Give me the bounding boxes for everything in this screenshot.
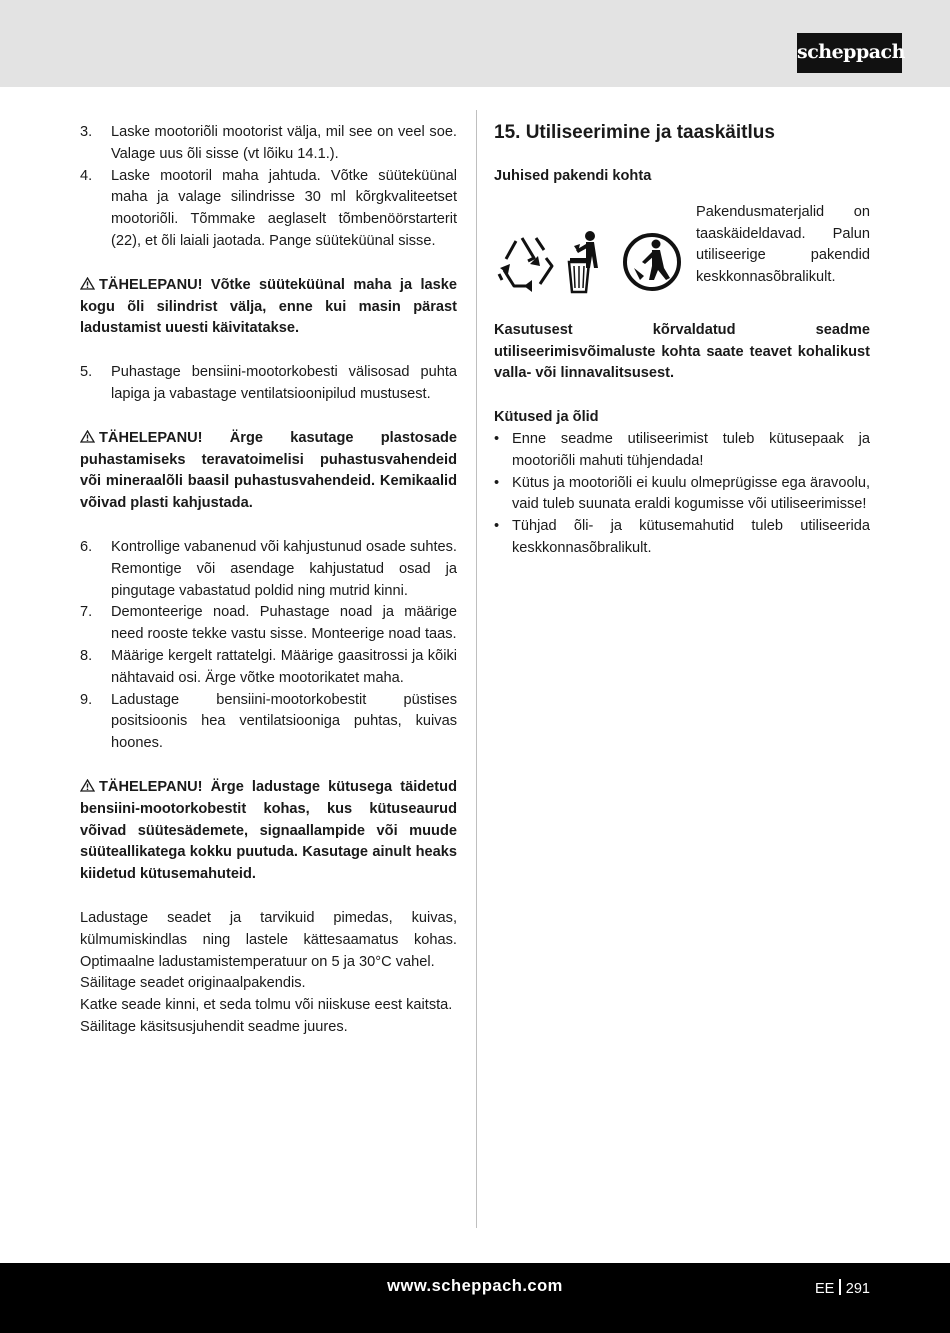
footer-url[interactable]: www.scheppach.com xyxy=(387,1277,563,1295)
recycling-icons xyxy=(494,228,694,298)
section-title: 15. Utiliseerimine ja taaskäitlus xyxy=(494,122,775,143)
storage-paragraph: Katke seade kinni, et seda tolmu või niiskuse eest kaitsta. xyxy=(80,997,453,1014)
list-number: 9. xyxy=(80,691,93,708)
list-item xyxy=(80,537,457,602)
list-text: Demonteerige noad. Puhastage noad ja määrige need rooste tekke vastu sisse. Monteerige noad taas. xyxy=(111,604,457,643)
list-number: 8. xyxy=(80,647,93,664)
list-item xyxy=(494,473,870,517)
warning-triangle-icon xyxy=(80,430,95,443)
left-column xyxy=(80,122,457,1039)
bullet-text: Enne seadme utiliseerimist tuleb kütusepaak ja mootoriõli mahuti tühjendada! xyxy=(512,430,870,469)
warning-note xyxy=(80,428,457,515)
list-text: Puhastage bensiini-mootorkobesti välisosad puhta lapiga ja vabastage ventilatsioonipilud mustusest. xyxy=(111,364,457,402)
tidyman-recycling-icon xyxy=(625,235,679,289)
list-item xyxy=(494,516,870,560)
packaging-block xyxy=(494,203,870,320)
warning-triangle-icon xyxy=(80,779,95,792)
page-number: 291 xyxy=(845,1281,870,1297)
list-text: Ladustage bensiini-mootorkobestit püstises positsioonis hea ventilatsiooniga puhtas, kuivas hoones. xyxy=(111,691,457,752)
right-column xyxy=(494,120,870,560)
footer-bar xyxy=(0,1263,950,1333)
list-number: 6. xyxy=(80,538,93,555)
list-item xyxy=(80,362,457,406)
language-code: EE xyxy=(814,1281,835,1297)
fuels-heading: Kütused ja õlid xyxy=(494,409,599,426)
list-text: Laske mootoril maha jahtuda. Võtke süüteküünal maha ja valage silindrisse 30 ml kõrgkvaliteetset mootoriõli. Tõmmake aeglaselt tõmbenöörstarterit (22), et õli laiali jaotada. Pange süüteküünal sisse. xyxy=(111,167,457,249)
bullet-text: Kütus ja mootoriõli ei kuulu olmeprügisse ega äravoolu, vaid tuleb suunata eraldi kogumisse või utiliseerimisse! xyxy=(512,474,870,513)
list-text: Kontrollige vabanenud või kahjustunud osade suhtes. Remontige või asendage kahjustatud osad ja pingutage vabastatud poldid ning mutrid kinni. xyxy=(111,538,457,599)
warning-note xyxy=(80,777,457,886)
column-divider xyxy=(476,110,477,1228)
warning-text: TÄHELEPANU! Võtke süüteküünal maha ja laske kogu õli silindrist välja, enne kui masin pärast ladustamist uuesti käivitatakse. xyxy=(80,276,457,337)
list-text: Laske mootoriõli mootorist välja, mil see on veel soe. Valage uus õli sisse (vt lõiku 14.1.). xyxy=(111,124,457,162)
list-number: 4. xyxy=(80,167,93,184)
packaging-text: Pakendusmaterjalid on taaskäideldavad. Palun utiliseerige pakendid keskkonnasõbralikult. xyxy=(696,203,870,286)
warning-text: TÄHELEPANU! Ärge ladustage kütusega täidetud bensiini-mootorkobestit kohas, kus kütuseaurud võivad süütesädemete, signaallampide või muude süüteallikatega kokku puutuda. Kasutage ainult heaks kiidetud kütusemahuteid. xyxy=(80,778,457,883)
warning-triangle-icon xyxy=(80,277,95,290)
storage-paragraph: Ladustage seadet ja tarvikuid pimedas, kuivas, külmumiskindlas ning lastele kättesaamatus kohas. Optimaalne ladustamistemperatuur on 5 ja 30°C vahel. xyxy=(80,909,457,970)
bullet-text: Tühjad õli- ja kütusemahutid tuleb utiliseerida keskkonnasõbralikult. xyxy=(512,518,870,556)
bullet-dot: • xyxy=(494,518,500,535)
disposal-info: Kasutusest kõrvaldatud seadme utiliseerimisvõimaluste kohta saate teavet kohalikust valla- või linnavalitsusest. xyxy=(494,321,870,382)
list-number: 3. xyxy=(80,124,93,140)
bullet-dot: • xyxy=(494,474,500,491)
list-item xyxy=(80,690,457,755)
recycle-arrows-icon xyxy=(499,238,552,286)
list-item xyxy=(494,429,870,473)
page-indicator xyxy=(815,1279,870,1297)
packaging-heading: Juhised pakendi kohta xyxy=(494,168,652,184)
trash-bin-person-icon xyxy=(569,231,598,292)
list-text: Määrige kergelt rattatelgi. Määrige gaasitrossi ja kõiki nähtavaid osi. Ärge võtke mootorikatet maha. xyxy=(111,647,457,686)
storage-paragraph: Säilitage käsitsusjuhendit seadme juures. xyxy=(80,1018,348,1035)
bullet-dot: • xyxy=(494,430,500,447)
warning-text: TÄHELEPANU! Ärge kasutage plastosade puhastamiseks teravatoimelisi puhastusvahendeid või mineraalõli baasil puhastusvahendeid. Kemikaalid võivad plasti kahjustada. xyxy=(80,429,457,512)
page-separator xyxy=(839,1279,841,1295)
list-number: 7. xyxy=(80,604,93,621)
list-item xyxy=(80,122,457,166)
list-item xyxy=(80,166,457,253)
storage-paragraph: Säilitage seadet originaalpakendis. xyxy=(80,975,306,992)
warning-note xyxy=(80,275,457,340)
brand-logo: scheppach xyxy=(797,33,902,73)
list-item xyxy=(80,602,457,646)
list-number: 5. xyxy=(80,364,93,381)
list-item xyxy=(80,646,457,690)
